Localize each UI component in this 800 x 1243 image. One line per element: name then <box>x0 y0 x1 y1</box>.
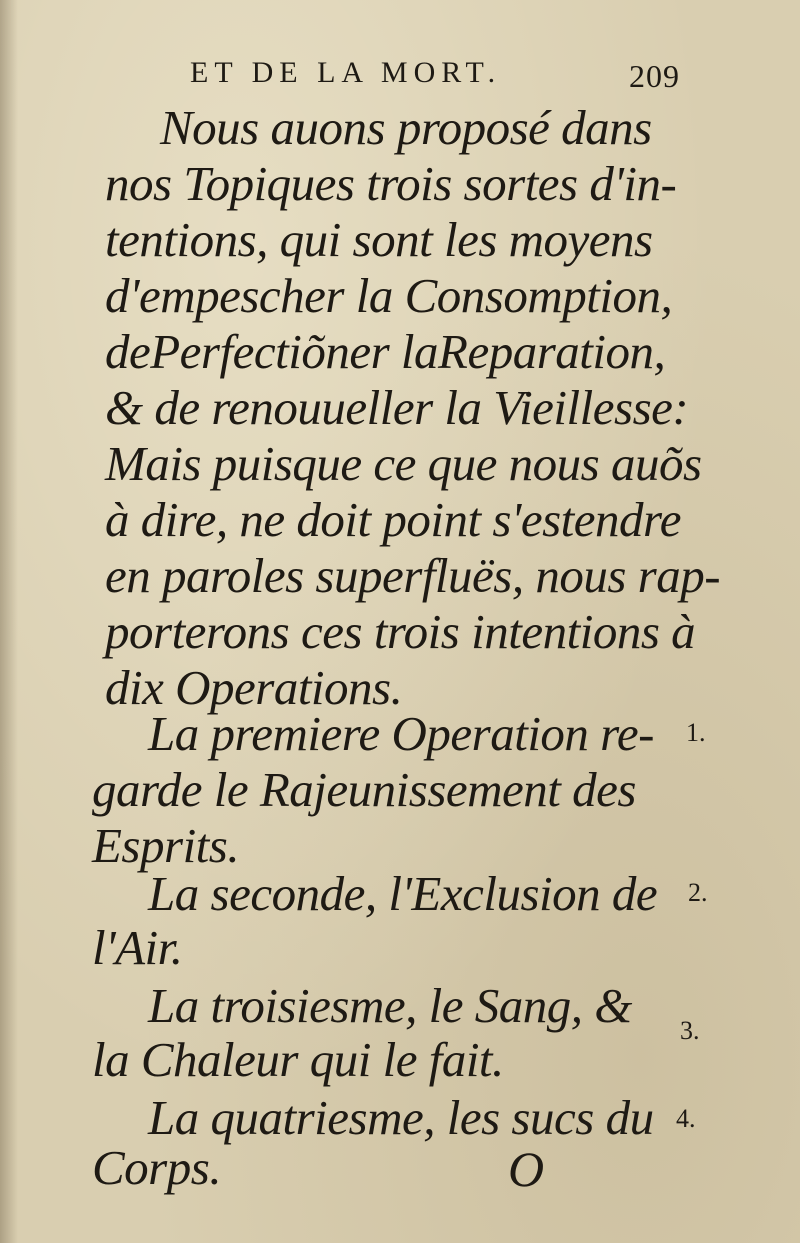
gutter-shadow <box>0 0 18 1243</box>
running-head: ET DE LA MORT. <box>190 56 502 89</box>
text-line: La troisiesme, le Sang, & <box>148 978 632 1033</box>
page-number: 209 <box>629 58 680 94</box>
text-line: en paroles superfluës, nous rap- <box>105 548 721 603</box>
text-line: l'Air. <box>92 920 183 975</box>
text-line: Nous auons proposé dans <box>160 100 652 155</box>
margin-note: 4. <box>676 1104 696 1133</box>
page-header <box>190 50 690 100</box>
text-line: garde le Rajeunissement des <box>92 762 636 817</box>
text-line: La seconde, l'Exclusion de <box>148 866 658 921</box>
text-line: dePerfectiõner laReparation, <box>105 324 666 379</box>
text-line: porterons ces trois intentions à <box>105 604 696 659</box>
catchword: O <box>508 1141 545 1197</box>
text-line: & de renouueller la Vieillesse: <box>105 380 689 435</box>
text-line: Corps. <box>92 1140 222 1195</box>
text-line: La premiere Operation re- <box>148 706 654 761</box>
text-line: d'empescher la Consomption, <box>105 268 673 323</box>
text-line: La quatriesme, les sucs du <box>148 1090 654 1145</box>
margin-note: 2. <box>688 878 708 907</box>
text-line: à dire, ne doit point s'estendre <box>105 492 682 547</box>
text-line: tentions, qui sont les moyens <box>105 212 653 267</box>
margin-note: 1. <box>686 718 706 747</box>
text-line: Esprits. <box>92 818 240 873</box>
text-line: Mais puisque ce que nous auõs <box>105 436 702 491</box>
text-line: dix Operations. <box>105 660 403 715</box>
margin-note: 3. <box>680 1016 700 1045</box>
text-line: la Chaleur qui le fait. <box>92 1032 504 1087</box>
text-line: nos Topiques trois sortes d'in- <box>105 156 677 211</box>
